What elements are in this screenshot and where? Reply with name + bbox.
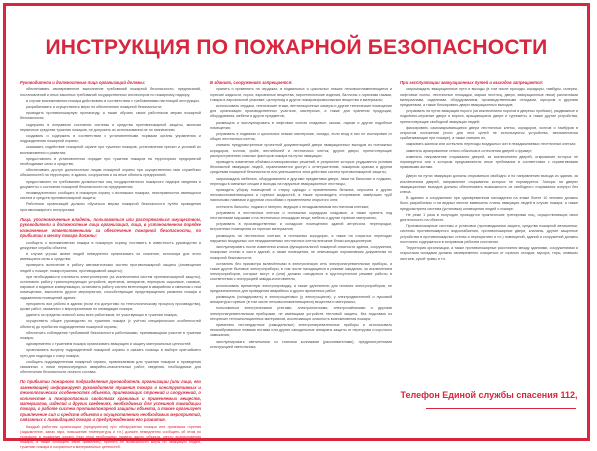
section-paragraph: незамедлительно сообщать в пожарную охрану о возникших пожарах, неисправностях имеющихся систем и средств противопожарной защиты;	[20, 191, 201, 201]
phone-underline	[426, 408, 576, 409]
section-paragraph: хранить и применять на чердаках, в подвальных и цокольных этажах легковоспламеняющиеся и горючие жидкости, порох, взрывчатые вещества, пиротехнические изделия, баллоны с горючими газами, товары в аэрозольной упаковке, целлулоид и другие пожаровзрывоопасные вещества и материалы;	[210, 87, 392, 102]
section-heading: Руководители и должностные лица организаций должны:	[20, 80, 146, 85]
section-paragraph: предоставлять в установленном порядке при тушении пожаров на территориях предприятий необходимые силы и средства;	[20, 156, 201, 167]
section-paragraph: загромождать мебелью, оборудованием и другими предметами двери, люки на балконах и лоджиях, переходы в смежные секции и выходы на наружные эвакуационные лестницы;	[210, 176, 392, 186]
instruction-section	[400, 80, 578, 170]
section-paragraph: В зданиях и сооружениях при одновременном нахождении на этаже более 10 человек должны быть разработаны и на видных местах вывешены планы эвакуации людей в случае пожара, а также предусмотрена система (установка) оповещения людей о пожаре.	[400, 196, 578, 211]
section-paragraph: оказывать содействие пожарной охране при тушении пожаров, установлении причин и условий их возникновения и развития;	[20, 145, 201, 155]
section-paragraph: оставлять без присмотра включёнными в электрическую сеть электронагревательные приборы, а также другие бытовые электроприборы, в том числе находящиеся в режиме ожидания, за исключением электроприборов, которые могут и (или) должны находиться в круглосуточном режиме работы в соответствии с инструкцией завода-изготовителя;	[210, 261, 392, 282]
section-paragraph: создавать и содержать в соответствии с установленными нормами органы управления и подразделения пожарной охраны;	[20, 134, 201, 144]
column-middle	[210, 80, 392, 436]
section-paragraph: устраивать в производственных и складских помещениях зданий антресоли, перегородки, встроенные помещения из горючих материалов;	[210, 222, 392, 232]
instruction-section	[20, 80, 201, 213]
section-paragraph: содержать в исправном состоянии системы и средства противопожарной защиты, включая первичные средства тушения пожаров, не допускать их использования не по назначению;	[20, 122, 201, 132]
instruction-section	[210, 80, 392, 350]
section-paragraph: проверить включение в работу автоматических систем противопожарной защиты (оповещения людей о пожаре, пожаротушения, противодымной защиты);	[20, 263, 201, 273]
section-paragraph: применять нестандартные (самодельные) электронагревательные приборы и использовать некалиброванные плавкие вставки или другие самодельные аппараты защиты от перегрузки и короткого замыкания;	[210, 322, 392, 338]
section-paragraph: размещать на лестничных клетках, в поэтажных коридорах, а также на открытых переходах наружных воздушных зон незадымляемых лестничных клеток внешние блоки кондиционеров;	[210, 233, 392, 243]
section-paragraph: эксплуатировать светильники со снятыми колпаками (рассеивателями), предусмотренными конструкцией светильника.	[210, 339, 392, 349]
instruction-poster	[3, 3, 590, 450]
section-paragraph: фиксировать самозакрывающиеся двери лестничных клеток, коридоров, холлов и тамбуров в открытом положении (если для этих целей не используются устройства, автоматически срабатывающие при пожаре), а также снимать их;	[400, 125, 578, 141]
section-paragraph: Не реже 1 раза в полугодие проводятся практические тренировки лиц, осуществляющих свою деятельность на объекте.	[400, 212, 578, 223]
section-paragraph: снимать предусмотренные проектной документацией двери эвакуационных выходов из поэтажных коридоров, холлов, фойе, вестибюлей и лестничных клеток, другие двери, препятствующие распространению опасных факторов пожара на путях эвакуации;	[210, 143, 392, 158]
section-paragraph: закрывать жалюзи или остеклять переходы воздушных зон в незадымляемых лестничных клетках;	[406, 142, 577, 147]
section-heading: Лица, уполномоченные владеть, пользоваться или распоряжаться имуществом, руководители и должностные лица организаций, лица, в установленном порядке назначенные ответственными за обеспечение пожарной безопасности, по прибытии к месту пожара должны:	[20, 216, 201, 239]
section-paragraph: осуществить общее руководство по тушению пожара (с учётом специфических особенностей объекта) до прибытия подразделения пожарной охраны;	[20, 319, 201, 329]
instruction-section	[20, 379, 201, 450]
instruction-section	[400, 174, 578, 261]
section-paragraph: использовать временную электропроводку, а также удлинители для питания электроприборов, не предназначенных для проведения аварийных и других временных работ;	[210, 283, 392, 293]
section-paragraph: устраивать в лестничных клетках и поэтажных коридорах кладовые, а также хранить под лестничными маршами и на лестничных площадках вещи, мебель и другие горючие материалы;	[210, 210, 392, 221]
section-paragraph: в случае угрозы жизни людей немедленно организовать их спасение, используя для этого имеющиеся силы и средства;	[20, 251, 201, 262]
section-paragraph: обеспечить соблюдение требований безопасности работниками, принимающими участие в тушении пожара;	[20, 330, 201, 340]
section-paragraph: Территория организации, а также противопожарные расстояния между зданиями, сооружениями и открытыми складами должны своевременно очищаться от горючих отходов, мусора, тары, опавших листьев, сухой травы и т.п.	[400, 246, 578, 261]
section-paragraph: сообщать подразделениям пожарной охраны, привлекаемым для тушения пожаров и проведения связанных с ними первоочередных аварийно-спасательных работ, сведения, необходимые для обеспечения безопасности личного состава.	[20, 359, 201, 375]
section-paragraph: устраивать в подвалах и цокольных этажах мастерские, склады, если вход в них не изолирован от общих лестничных клеток;	[210, 132, 392, 142]
section-paragraph: одновременно с тушением пожара организовать эвакуацию и защиту материальных ценностей;	[26, 342, 192, 347]
section-paragraph: предоставлять по требованию должностных лиц государственного пожарного надзора сведения и документы о состоянии пожарной безопасности на предприятиях;	[20, 179, 201, 189]
section-paragraph: пользоваться электрическими утюгами, электроплитками, электрочайниками и другими электронагревательными приборами, не имеющими устройств тепловой защиты, без подставок из негорючих теплоизоляционных материалов, исключающих опасность возникновения пожара;	[210, 306, 392, 321]
section-paragraph: эксплуатировать после изменения класса функциональной пожарной опасности здания, сооружения, пожарные отсеки и части зданий, а также помещения, не отвечающие нормативным документам по пожарной безопасности;	[210, 245, 392, 260]
section-paragraph: обеспечивать доступ должностным лицам пожарной охраны при осуществлении ими служебных обязанностей на территории, в здания, сооружения и на иные объекты предприятий;	[20, 168, 201, 178]
section-heading: При эксплуатации эвакуационных путей и выходов запрещается:	[400, 80, 544, 85]
section-paragraph: проводить уборку помещений и стирку одежды с применением бензина, керосина и других легковоспламеняющихся и горючих жидкостей, а также производить отогревание замёрзших труб паяльными лампами и другими способами с применением открытого огня;	[210, 188, 392, 203]
section-paragraph: Противопожарные системы и установки (противодымная защита, средства пожарной автоматики, системы противопожарного водоснабжения, противопожарные двери, клапаны, другие защитные устройства в противопожарных стенах и перекрытиях и т.п.) помещений, зданий и сооружений должны постоянно содержаться в исправном рабочем состоянии.	[400, 224, 578, 244]
section-paragraph: заменять армированное стекло обычным в остеклении дверей и фрамуг;	[406, 148, 533, 153]
section-paragraph: Двери на путях эвакуации должны открываться свободно и по направлению выхода из здания, за исключением дверей, направление открывания которых не нормируется. Запоры на дверях эвакуационных выходов должны обеспечивать возможность их свободного открывания изнутри без ключа.	[400, 174, 578, 195]
section-paragraph: удалить за пределы опасной зоны всех работников, не участвующих в тушении пожара;	[26, 313, 178, 318]
section-paragraph: прекратить все работы в здании (если это допустимо по технологическому процессу производства), кроме работ, связанных с мероприятиями по ликвидации пожара;	[20, 301, 201, 311]
instruction-section	[20, 217, 201, 376]
section-paragraph: изменять направление открывания дверей, за исключением дверей, открывание которых не нормируется или к которым предъявляются иные требования в соответствии с нормативными правовыми актами.	[400, 154, 578, 170]
section-paragraph: размещать и эксплуатировать в лифтовых холлах кладовые, киоски, ларьки и другие подобные помещения;	[210, 120, 392, 130]
section-paragraph: проводить противопожарную пропаганду, а также обучать своих работников мерам пожарной безопасности;	[20, 111, 201, 121]
emergency-phone: Телефон Единой службы спасения 112,	[400, 390, 578, 400]
section-paragraph: в случае возникновения пожара действовать в соответствии с требованиями настоящей инструкции;	[26, 98, 200, 103]
section-paragraph: сообщить о возникновении пожара в пожарную охрану, поставить в известность руководство и дежурные службы объекта;	[20, 240, 201, 250]
section-paragraph: использовать чердаки, технические этажи, вентиляционные камеры и другие технические помещения для организации производственных участков, мастерских, а также для хранения продукции, оборудования, мебели и других предметов;	[210, 104, 392, 119]
section-heading: В зданиях, сооружениях запрещается:	[210, 80, 293, 85]
section-heading: По прибытии пожарного подразделения руководитель организации (или лицо, его заменяющее) информирует руководителя тушения пожара о конструктивных и технологических особенностях объекта, прилегающих строений и сооружений, о количестве и пожароопасных свойствах хранимых и применяемых веществ, материалов, изделий и других сведениях, необходимых для успешной ликвидации пожара, о работе систем противопожарной защиты объекта, а также организует привлечение сил и средств объекта к осуществлению необходимых мероприятий, связанных с ликвидацией пожара и предупреждением его развития.	[20, 379, 201, 423]
section-paragraph: при необходимости отключить электроэнергию (за исключением систем противопожарной защиты), остановить работу транспортирующих устройств, агрегатов, аппаратов, перекрыть сырьевые, газовые, паровые и водяные коммуникации, остановить работу систем вентиляции в аварийном и смежном с ним помещениях, выполнить другие мероприятия, способствующие предотвращению развития пожара и задымления помещений здания;	[20, 274, 201, 300]
column-right	[400, 80, 578, 368]
section-paragraph: остеклять балконы, лоджии и галереи, ведущие к незадымляемым лестничным клеткам;	[216, 204, 369, 209]
column-left	[20, 80, 201, 450]
section-paragraph: Каждый работник организации (предприятия) при обнаружении пожара или признаков горения (задымление, запах гари, повышение температуры и т.п.) должен немедленно сообщить об этом по телефону в пожарную охрану (при этом необходимо назвать адрес объекта, место возникновения пожара, а также сообщить свою фамилию); принять по возможности меры по эвакуации людей, тушению пожара и сохранности материальных ценностей.	[20, 424, 201, 450]
section-paragraph: загромождать эвакуационные пути и выходы (в том числе проходы, коридоры, тамбуры, галереи, лифтовые холлы, лестничные площадки, марши лестниц, двери, эвакуационные люки) различными материалами, изделиями, оборудованием, производственными отходами, мусором и другими предметами, а также блокировать двери эвакуационных выходов;	[400, 87, 578, 108]
section-paragraph: организовать встречу подразделений пожарной охраны и оказать помощь в выборе кратчайшего пути для подъезда к очагу пожара;	[20, 348, 201, 358]
section-paragraph: разрабатывать и осуществлять меры по обеспечению пожарной безопасности;	[26, 105, 163, 110]
poster-title: ИНСТРУКЦИЯ ПО ПОЖАРНОЙ БЕЗОПАСНОСТИ	[45, 36, 548, 59]
section-paragraph: Работники организаций должны обучаться мерам пожарной безопасности путём проведения противопожарного инструктажа.	[20, 202, 201, 212]
section-paragraph: обеспечивать своевременное выполнение требований пожарной безопасности, предписаний, постановлений и иных законных требований государственных инспекторов по пожарному надзору;	[20, 87, 201, 97]
section-paragraph: проводить изменения объёмно-планировочных решений, в результате которых ухудшаются условия безопасной эвакуации людей, ограничивается доступ к огнетушителям, пожарным кранам и другим средствам пожарной безопасности или уменьшается зона действия систем противопожарной защиты;	[210, 160, 392, 175]
section-paragraph: устраивать на путях эвакуации пороги (за исключением порогов в дверных проёмах), раздвижные и подъёмно-опускные двери и ворота, вращающиеся двери и турникеты, а также другие устройства, препятствующие свободной эвакуации людей;	[400, 109, 578, 124]
section-paragraph: размещать (складировать) в электрощитовых (у электрощитов), у электродвигателей и пусковой аппаратуры горючие (в том числе легковоспламеняющиеся) вещества и материалы;	[210, 294, 392, 305]
